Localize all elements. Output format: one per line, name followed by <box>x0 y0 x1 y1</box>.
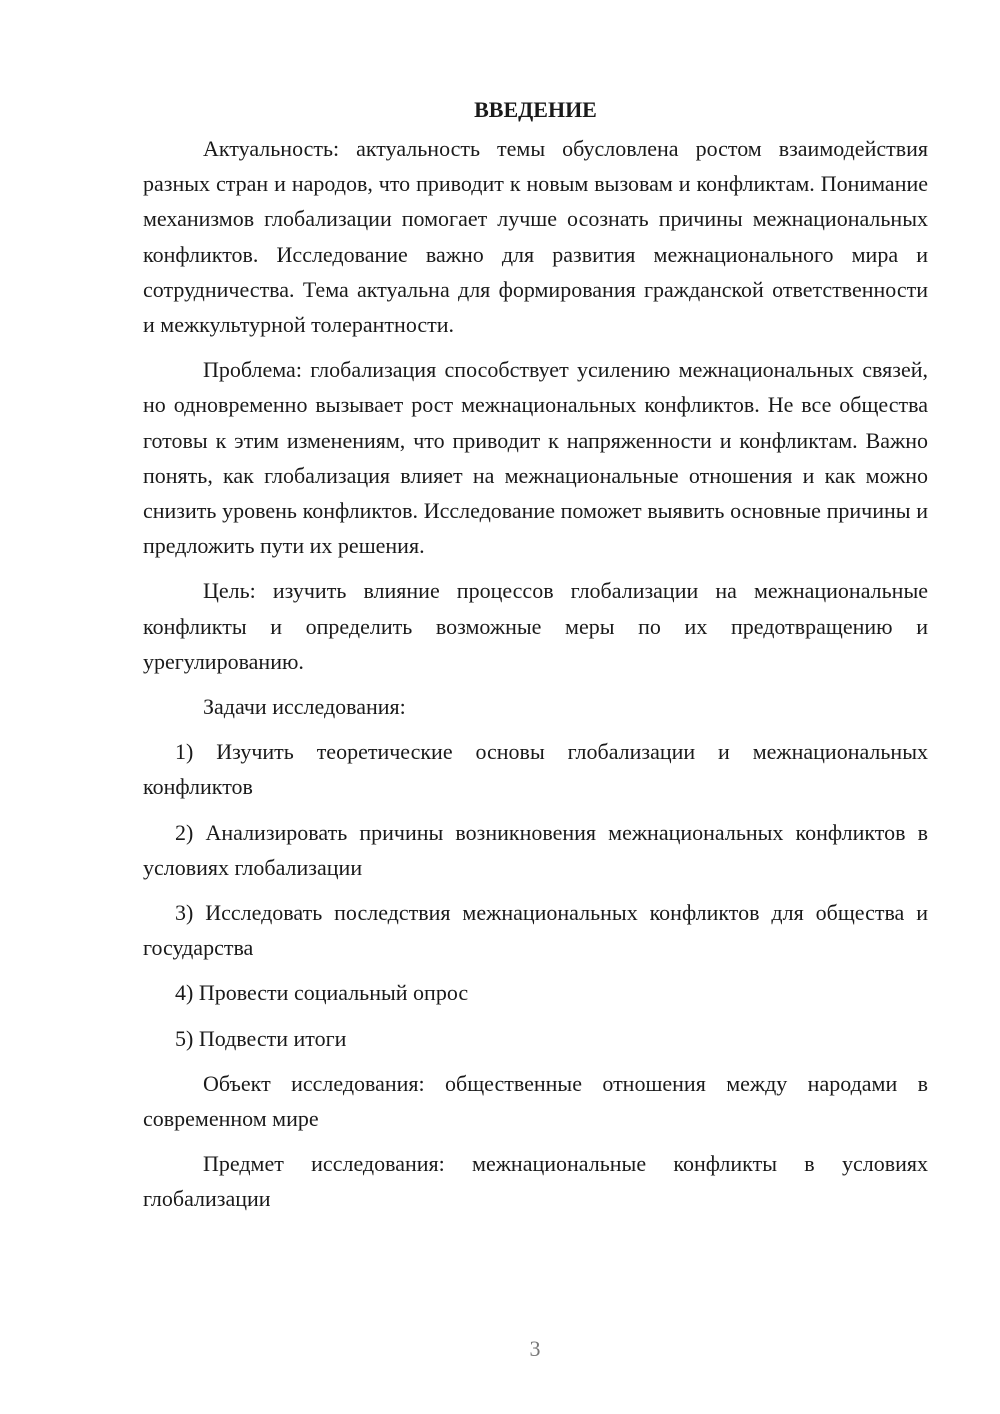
paragraph-goal: Цель: изучить влияние процессов глобализации на межнациональные конфликты и определить возможные меры по их предотвращению и урегулированию. <box>143 578 928 674</box>
task-item-1: 1) Изучить теоретические основы глобализации и межнациональных конфликтов <box>143 739 928 800</box>
page-title: ВВЕДЕНИЕ <box>474 97 597 122</box>
paragraph-relevance: Актуальность: актуальность темы обусловлена ростом взаимодействия разных стран и народов, что приводит к новым вызовам и конфликтам. Понимание механизмов глобализации помогает лучше осознать причины межнациональных конфликтов. Исследование важно для развития межнационального мира и сотрудничества. Тема актуальна для формирования гражданской ответственности и межкультурной толерантности. <box>143 136 928 338</box>
task-item-5: 5) Подвести итоги <box>175 1025 347 1051</box>
page-number: 3 <box>529 1336 541 1361</box>
task-item-4: 4) Провести социальный опрос <box>175 980 469 1006</box>
paragraph-object: Объект исследования: общественные отношения между народами в современном мире <box>143 1070 928 1132</box>
document-page <box>143 92 928 1217</box>
tasks-heading: Задачи исследования: <box>203 694 406 720</box>
paragraph-problem: Проблема: глобализация способствует усилению межнациональных связей, но одновременно вызывает рост межнациональных конфликтов. Не все общества готовы к этим изменениям, что приводит к напряженности и конфликтам. Важно понять, как глобализация влияет на межнациональные отношения и как можно снизить уровень конфликтов. Исследование поможет выявить основные причины и предложить пути их решения. <box>143 357 928 559</box>
task-item-3: 3) Исследовать последствия межнациональных конфликтов для общества и государства <box>143 900 928 961</box>
paragraph-subject: Предмет исследования: межнациональные конфликты в условиях глобализации <box>143 1151 928 1212</box>
task-item-2: 2) Анализировать причины возникновения межнациональных конфликтов в условиях глобализации <box>143 819 928 880</box>
